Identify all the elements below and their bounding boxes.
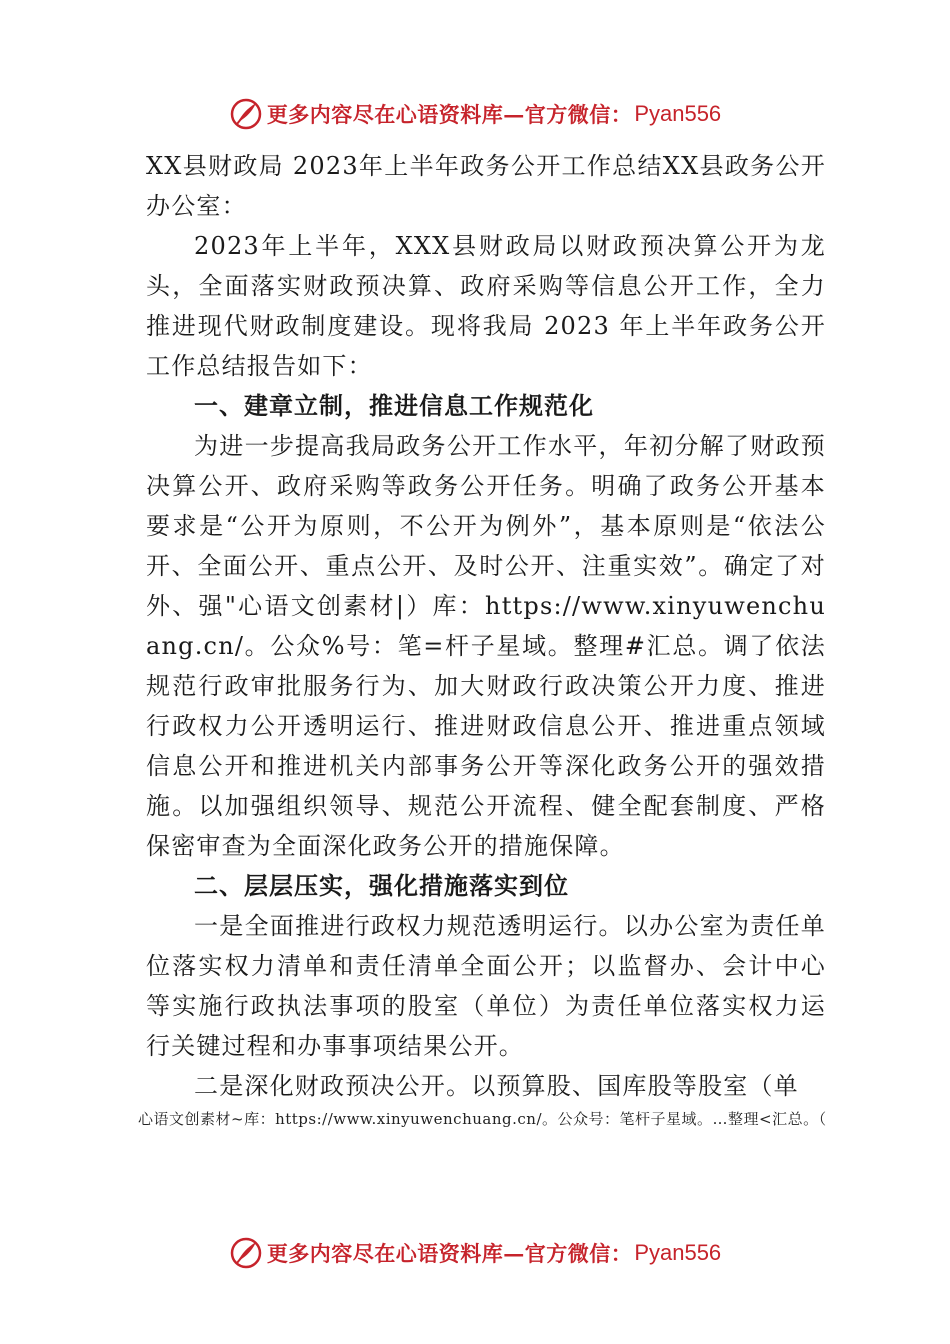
banner-wechat-handle: Pyan556 (634, 1240, 722, 1265)
section-1-heading: 一、建章立制，推进信息工作规范化 (194, 392, 594, 420)
footnote-watermark: 心语文创素材~库：https://www.xinyuwenchuang.cn/。公众号：笔杆子星域。…整理<汇总。（ (138, 1110, 827, 1128)
banner-text: 更多内容尽在心语资料库—官方微信： (266, 102, 633, 127)
header-banner (0, 94, 950, 134)
banner-wechat-handle: Pyan556 (634, 101, 722, 126)
footer-banner (0, 1233, 950, 1273)
section-2-item-1: 一是全面推进行政权力规范透明运行。以办公室为责任单位落实权力清单和责任清单全面公开；以监督办、会计中心等实施行政执法事项的股室（单位）为责任单位落实权力运行关键过程和办事事项结果公开。 (146, 912, 826, 1060)
section-2-item-2: 二是深化财政预决公开。以预算股、国库股等股室（单 (194, 1072, 799, 1100)
quill-pen-logo-icon (229, 97, 263, 131)
section-2-heading: 二、层层压实，强化措施落实到位 (194, 872, 569, 900)
document-body (146, 146, 826, 1106)
quill-pen-logo-icon (229, 1236, 263, 1270)
document-title: XX县财政局 2023年上半年政务公开工作总结XX县政务公开办公室： (146, 152, 826, 220)
banner-text: 更多内容尽在心语资料库—官方微信： (266, 1241, 633, 1266)
section-1-body: 为进一步提高我局政务公开工作水平，年初分解了财政预决算公开、政府采购等政务公开任务。明确了政务公开基本要求是“公开为原则，不公开为例外”，基本原则是“依法公开、全面公开、重点公开、及时公开、注重实效”。确定了对外、强"心语文创素材|）库：https://www.xinyuwenchuang.cn/。公众%号：笔=杆子星域。整理#汇总。调了依法规范行政审批服务行为、加大财政行政决策公开力度、推进行政权力公开透明运行、推进财政信息公开、推进重点领域信息公开和推进机关内部事务公开等深化政务公开的强效措施。以加强组织领导、规范公开流程、健全配套制度、严格保密审查为全面深化政务公开的措施保障。 (146, 432, 826, 860)
intro-paragraph: 2023年上半年，XXX县财政局以财政预决算公开为龙头，全面落实财政预决算、政府采购等信息公开工作，全力推进现代财政制度建设。现将我局 2023 年上半年政务公开工作总结报告如下： (146, 232, 826, 380)
